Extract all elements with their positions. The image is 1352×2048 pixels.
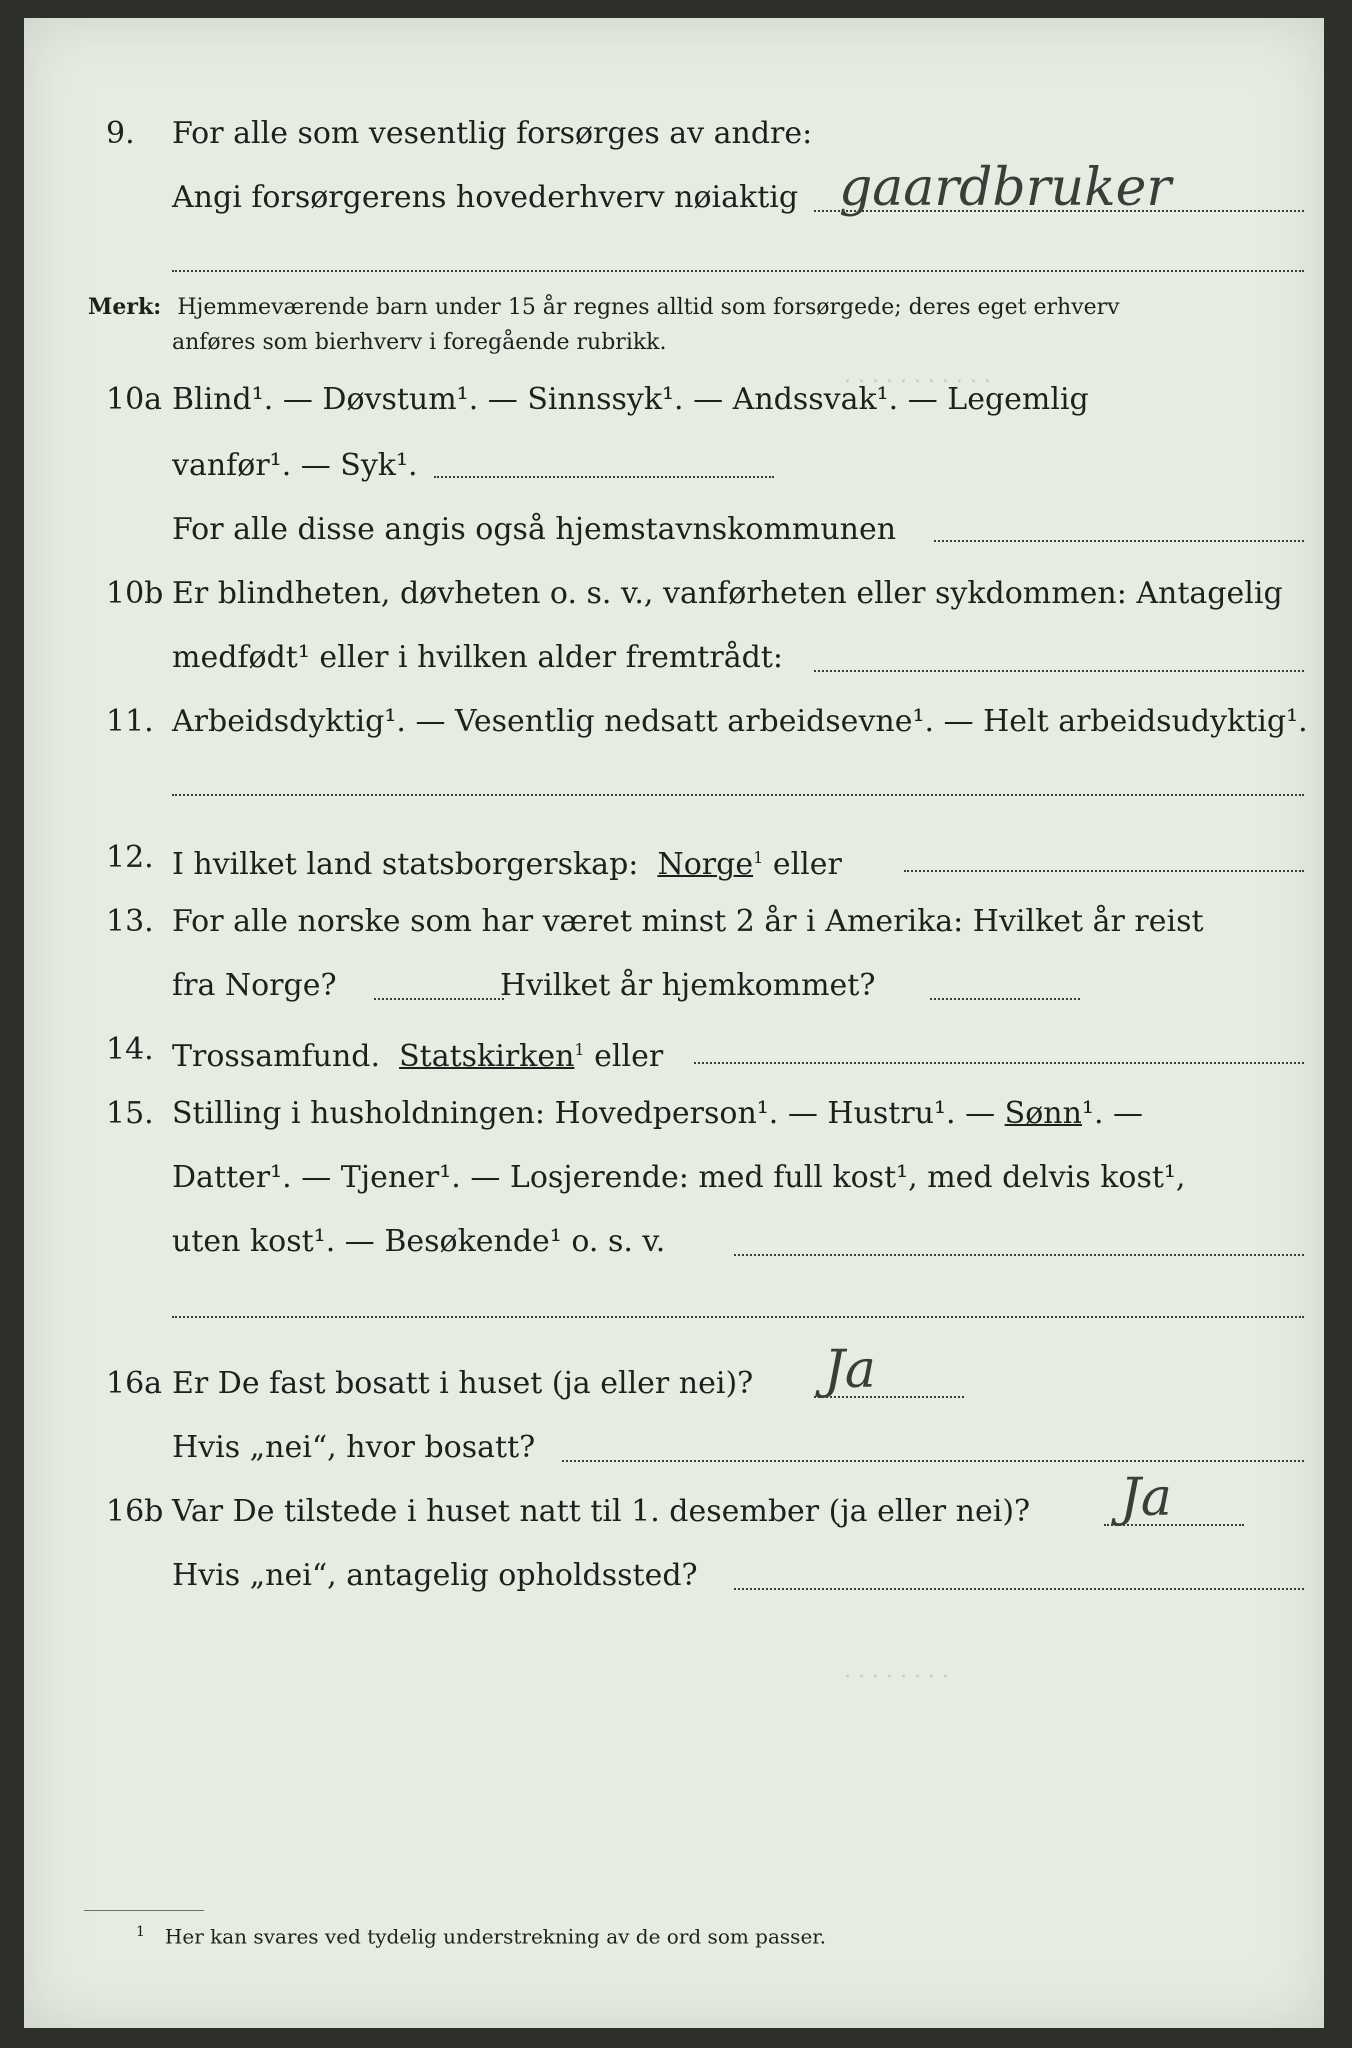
question-suffix: eller — [772, 847, 842, 882]
answer-line — [374, 998, 504, 1000]
question-number: 15. — [106, 1096, 154, 1131]
answer-line — [934, 540, 1304, 542]
question-number: 10b — [106, 576, 164, 611]
note-text: Hjemmeværende barn under 15 år regnes alltid som forsørgede; deres eget erhverv — [177, 295, 1120, 320]
handwritten-answer: Ja — [824, 1340, 876, 1400]
question-text: Arbeidsdyktig¹. — Vesentlig nedsatt arbeidsevne¹. — Helt arbeidsudyktig¹. — [172, 704, 1308, 739]
note-merk — [88, 290, 1120, 325]
note-merk-line2 — [172, 326, 667, 360]
census-form-page — [24, 18, 1324, 2028]
question-text: For alle disse angis også hjemstavnskommunen — [172, 512, 897, 547]
footnote-text: Her kan svares ved tydelig understrekning av de ord som passer. — [164, 1924, 826, 1949]
question-text: For alle norske som har været minst 2 år i Amerika: Hvilket år reist — [172, 904, 1204, 939]
question-number: 16b — [106, 1494, 164, 1529]
footnote-ref: 1 — [574, 1040, 585, 1059]
question-label: I hvilket land statsborgerskap: — [172, 847, 639, 882]
question-text — [172, 1030, 663, 1077]
question-number: 14. — [106, 1032, 154, 1067]
question-text: For alle som vesentlig forsørges av andre: — [172, 116, 813, 151]
handwritten-answer: gaardbruker — [839, 158, 1172, 218]
answer-line — [930, 998, 1080, 1000]
question-text: vanfør¹. — Syk¹. — [172, 448, 418, 483]
footnote-divider — [84, 1910, 204, 1911]
note-label: Merk: — [88, 294, 162, 320]
question-number: 13. — [106, 904, 154, 939]
question-suffix: eller — [594, 1039, 664, 1074]
question-number: 11. — [106, 704, 154, 739]
answer-line — [172, 270, 1304, 272]
underlined-choice: Sønn — [1004, 1096, 1082, 1131]
question-number: 12. — [106, 840, 154, 875]
footnote-mark: 1 — [136, 1924, 145, 1940]
answer-line — [434, 476, 774, 478]
question-text — [172, 838, 842, 885]
question-text: uten kost¹. — Besøkende¹ o. s. v. — [172, 1224, 666, 1259]
underlined-choice: Statskirken — [399, 1039, 575, 1074]
question-text: medfødt¹ eller i hvilken alder fremtrådt: — [172, 640, 783, 675]
question-text: fra Norge? — [172, 968, 337, 1003]
question-label: Stilling i husholdningen: Hovedperson¹. — Hustru¹. — — [172, 1096, 996, 1131]
bleed-through-text: . . . . . . . . — [844, 1658, 949, 1683]
question-text: Datter¹. — Tjener¹. — Losjerende: med full kost¹, med delvis kost¹, — [172, 1160, 1186, 1195]
question-number: 9. — [106, 116, 135, 151]
question-text: Blind¹. — Døvstum¹. — Sinnssyk¹. — Andssvak¹. — Legemlig — [172, 382, 1089, 417]
answer-line — [814, 670, 1304, 672]
question-label: Trossamfund. — [172, 1039, 381, 1074]
answer-line — [734, 1254, 1304, 1256]
question-number: 10a — [106, 382, 163, 417]
question-text — [172, 1094, 1143, 1134]
handwritten-answer: Ja — [1120, 1468, 1172, 1528]
answer-line — [694, 1062, 1304, 1064]
question-text: Hvis „nei“, antagelig opholdssted? — [172, 1558, 698, 1593]
question-text: Angi forsørgerens hovederhverv nøiaktig — [172, 180, 799, 215]
question-text: Er De fast bosatt i huset (ja eller nei)? — [172, 1366, 754, 1401]
answer-line — [172, 794, 1304, 796]
question-text: Hvilket år hjemkommet? — [500, 968, 876, 1003]
note-text: anføres som bierhverv i foregående rubrikk. — [172, 330, 667, 355]
answer-line — [562, 1460, 1304, 1462]
bleed-through-text: . . . . . . . . . . . — [844, 363, 991, 388]
footnote-ref: 1 — [753, 848, 764, 867]
answer-line — [734, 1588, 1304, 1590]
question-text: Var De tilstede i huset natt til 1. desember (ja eller nei)? — [172, 1494, 1031, 1529]
question-suffix: ¹. — — [1081, 1096, 1144, 1131]
question-text: Er blindheten, døvheten o. s. v., vanførheten eller sykdommen: Antagelig — [172, 576, 1283, 611]
question-text: Hvis „nei“, hvor bosatt? — [172, 1430, 536, 1465]
answer-line — [172, 1316, 1304, 1318]
answer-line — [904, 870, 1304, 872]
footnote — [136, 1924, 826, 1949]
underlined-choice: Norge — [657, 847, 754, 882]
question-number: 16a — [106, 1366, 163, 1401]
